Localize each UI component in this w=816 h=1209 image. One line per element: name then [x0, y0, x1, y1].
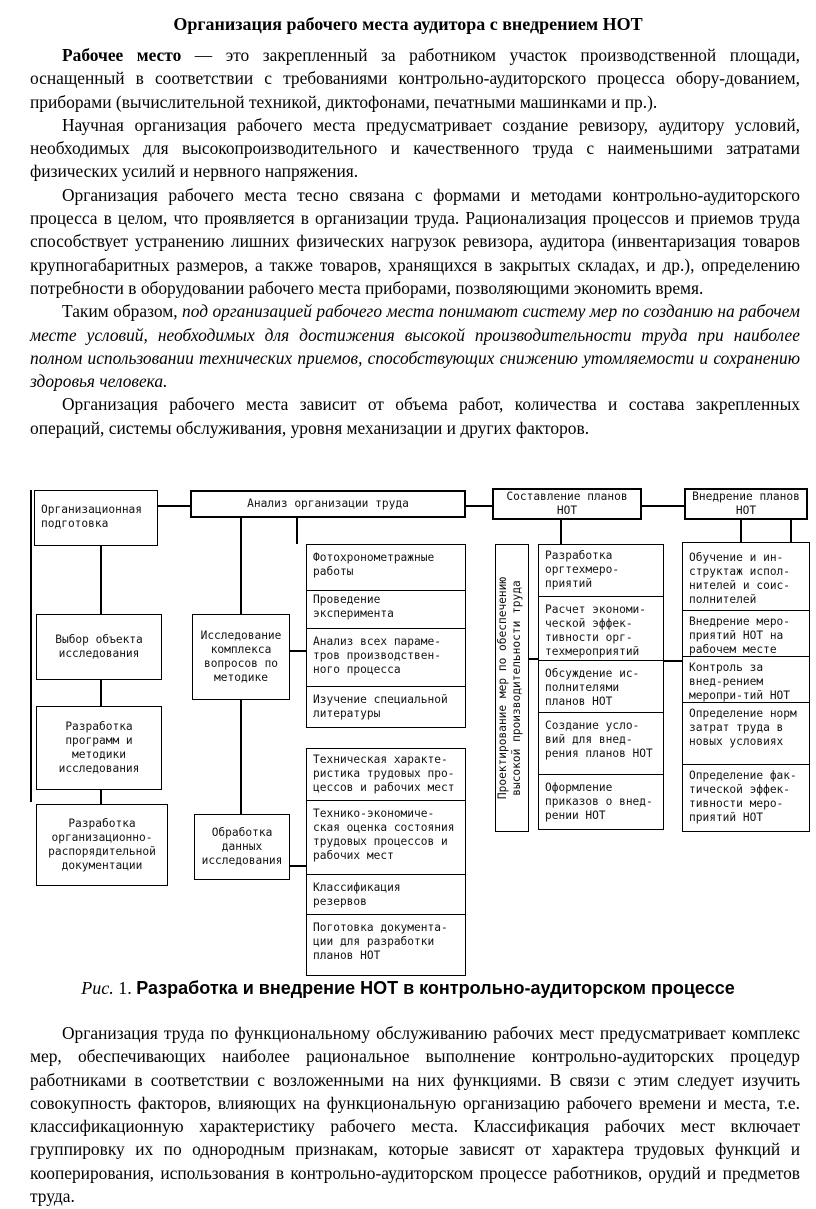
paragraph-2: Научная организация рабочего места предусматривает создание ревизору, аудитору условий, необходимых для высокопроизводительного и качественного труда с наименьшими затратами физических усилий и нервного напряжения.	[30, 114, 800, 182]
processing-item: Поготовка документа-ции для разработки планов НОТ	[313, 921, 448, 962]
connector-line	[100, 545, 102, 615]
plans-list	[538, 544, 664, 830]
connector-line	[240, 518, 242, 614]
impl-item: Внедрение меро-приятий НОТ на рабочем месте	[683, 611, 809, 657]
page-title: Организация рабочего места аудитора с внедрением НОТ	[173, 14, 643, 34]
processing-item: Техническая характе-ристика трудовых про-цессов и рабочих мест	[307, 749, 465, 801]
connector-line	[100, 790, 102, 804]
impl-item: Определение фак-тической эффек-тивности меро-приятий НОТ	[689, 769, 797, 824]
impl-list	[682, 542, 810, 832]
processing-list	[306, 748, 466, 976]
caption-number: 1.	[113, 978, 137, 998]
design-measures-line-2: высокой производительности труда	[510, 580, 523, 796]
paragraph-5: Организация рабочего места зависит от объема работ, количества и состава закрепленных операций, системы обслуживания, уровня механизации и других факторов.	[30, 394, 800, 438]
plans-item: Оформление приказов о внед-рении НОТ	[545, 781, 653, 822]
plans-item: Обсуждение ис-полнителями планов НОТ	[539, 661, 663, 713]
design-measures-line-1: Проектирование мер по обеспечению	[496, 576, 509, 800]
connector-line	[642, 505, 684, 507]
research-complex-box: Исследование комплекса вопросов по методике	[192, 614, 290, 700]
connector-line	[466, 505, 492, 507]
methods-item: Фотохронометражные работы	[307, 545, 465, 591]
methods-item: Проведение эксперимента	[307, 591, 465, 629]
connector-line	[240, 700, 242, 814]
connector-line	[790, 520, 792, 542]
methods-item: Анализ всех параме-тров производствен-ного процесса	[307, 629, 465, 687]
data-processing-box: Обработка данных исследования	[194, 814, 290, 880]
connector-line	[100, 680, 102, 706]
caption-text: Разработка и внедрение НОТ в контрольно-аудиторском процессе	[136, 978, 735, 998]
paragraph-3: Организация рабочего места тесно связана с формами и методами контрольно-аудиторского процесса в целом, что проявляется в организации труда. Рационализация процессов и приемов труда способствует устранению лишних физических нагрузок ревизора, аудитора (инвентаризация товаров крупногабаритных размеров, а также товаров, хранящихся в закрытых складах, и др.), определению потребности в оборудовании рабочего места приборами, позволяющими экономить время.	[30, 184, 800, 298]
figure-caption	[0, 978, 816, 999]
impl-header-box: Внедрение планов НОТ	[684, 488, 808, 520]
paragraph-1-body: — это закрепленный за работником участок производственной площади, оснащенный в соответствии с требованиями контрольно-аудиторского процесса обору-дованием, приборами (вычислительной техникой, диктофонами, печатными машинками и пр.).	[30, 45, 800, 112]
dev-programs-box: Разработка программ и методики исследования	[36, 706, 162, 790]
plans-item: Создание усло-вий для внед-рения планов НОТ	[539, 713, 663, 775]
methods-list	[306, 544, 466, 728]
term-workplace: Рабочее место	[62, 45, 182, 65]
design-measures-box	[495, 544, 529, 832]
impl-item: Контроль за внед-рением меропри-тий НОТ	[683, 657, 809, 703]
dev-docs-box: Разработка организационно-распорядительной документации	[36, 804, 168, 886]
methods-item: Изучение специальной литературы	[313, 693, 448, 720]
analysis-box: Анализ организации труда	[190, 490, 466, 518]
connector-line	[290, 650, 306, 652]
plans-item: Расчет экономи-ческой эффек-тивности орг-техмероприятий	[539, 597, 663, 661]
connector-line	[664, 660, 682, 662]
connector-line	[30, 490, 32, 802]
connector-line	[290, 865, 306, 867]
paragraph-4-lead: Таким образом,	[62, 301, 178, 322]
connector-line	[296, 518, 298, 544]
paragraph-6: Организация труда по функциональному обслуживанию рабочих мест предусматривает комплекс мер, обеспечивающих наиболее рациональное выполнение контрольно-аудиторских процедур работниками в соответствии с возложенными на них функциями. В связи с этим следует изучить совокупность факторов, влияющих на функциональную организацию рабочего времени и места, т.е. классификационную характеристику рабочего места. Классификация рабочих мест включает группировку их по однородным признакам, которые зависят от характера трудовых функций и кооперирования, использования в контрольно-аудиторском процессе работников, орудий и предметов труда.	[30, 1023, 800, 1207]
plans-header-box: Составление планов НОТ	[492, 488, 642, 520]
connector-line	[560, 520, 562, 544]
connector-line	[740, 520, 742, 542]
impl-item: Определение норм затрат труда в новых условиях	[683, 703, 809, 765]
plans-item: Разработка оргтехмеро-приятий	[539, 545, 663, 597]
closing-text	[30, 1022, 800, 1208]
select-object-box: Выбор объекта исследования	[36, 614, 162, 680]
caption-prefix: Рис.	[81, 978, 114, 998]
processing-item: Технико-экономиче-ская оценка состояния трудовых процессов и рабочих мест	[307, 801, 465, 875]
design-measures-label	[496, 546, 526, 830]
impl-item: Обучение и ин-структаж испол-нителей и соис-полнителей	[683, 543, 809, 611]
org-prep-box: Организационная подготовка	[34, 490, 158, 546]
definition-italic: под организацией рабочего места понимают систему мер по созданию на рабочем месте условий, необходимых для достижения высокой производительности труда при наиболее полном использовании технических приемов, способствующих снижению утомляемости и сохранению здоровья человека.	[30, 301, 800, 392]
processing-item: Классификация резервов	[307, 875, 465, 915]
